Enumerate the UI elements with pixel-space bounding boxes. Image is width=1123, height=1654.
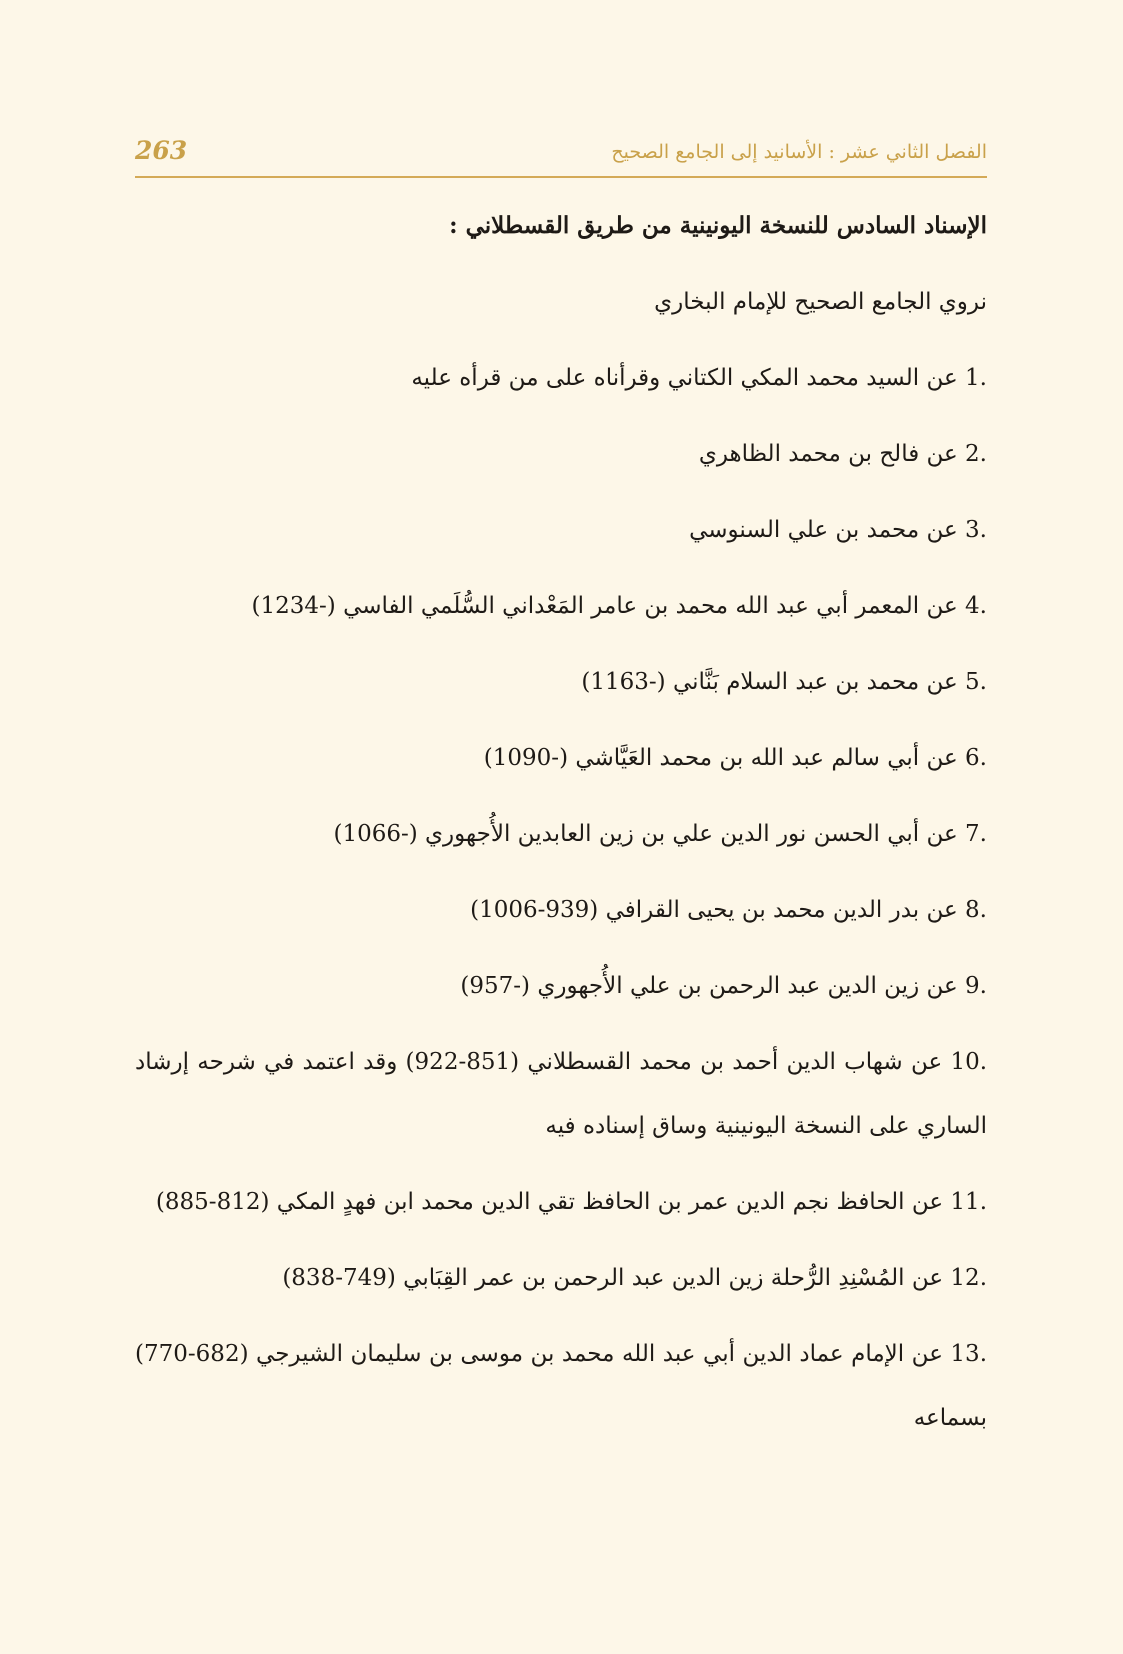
page-content — [135, 206, 987, 1474]
chain-item-text: عن بدر الدين محمد بن يحيى القرافي (939-1006) — [470, 897, 958, 923]
chain-item-number: 4. — [965, 593, 987, 619]
chain-item-number: 1. — [965, 365, 987, 391]
chain-item-number: 11. — [950, 1189, 987, 1215]
chapter-title: الفصل الثاني عشر : الأسانيد إلى الجامع الصحيح — [611, 141, 987, 163]
chain-item-number: 10. — [950, 1049, 988, 1075]
chain-item-number: 6. — [965, 745, 987, 771]
intro-line: نروي الجامع الصحيح للإمام البخاري — [654, 289, 987, 315]
chain-item-text: عن زين الدين عبد الرحمن بن علي الأُجهوري (-957) — [460, 973, 958, 999]
chain-item-text: عن السيد محمد المكي الكتاني وقرأناه على من قرأه عليه — [411, 365, 958, 391]
chain-item-text: عن فالح بن محمد الظاهري — [698, 441, 958, 467]
chain-item — [135, 954, 987, 1018]
chain-item — [135, 574, 987, 638]
chain-item-number: 8. — [965, 897, 987, 923]
chain-item — [135, 878, 987, 942]
chain-item-number: 13. — [950, 1341, 987, 1367]
chain-item-text: عن محمد بن عبد السلام بَنَّاني (-1163) — [581, 669, 958, 695]
chain-item-number: 9. — [965, 973, 987, 999]
chain-item — [135, 1030, 987, 1158]
chain-item-text: عن شهاب الدين أحمد بن محمد القسطلاني (851-922) وقد اعتمد في شرحه إرشاد الساري على النسخة اليونينية وساق إسناده فيه — [135, 1049, 987, 1139]
chain-item — [135, 1322, 987, 1450]
chain-item-number: 2. — [965, 441, 987, 467]
chain-item — [135, 346, 987, 410]
chain-item — [135, 726, 987, 790]
chain-item-text: عن الإمام عماد الدين أبي عبد الله محمد بن موسى بن سليمان الشيرجي (682-770) بسماعه — [135, 1341, 987, 1431]
chain-item-text: عن الحافظ نجم الدين عمر بن الحافظ تقي الدين محمد ابن فهدٍ المكي (812-885) — [155, 1189, 944, 1215]
chain-item-text: عن محمد بن علي السنوسي — [689, 517, 958, 543]
chain-item — [135, 1246, 987, 1310]
chain-item-text: عن المُسْنِدِ الرُّحلة زين الدين عبد الرحمن بن عمر القِبَابي (749-838) — [282, 1265, 944, 1291]
chain-item-number: 5. — [965, 669, 987, 695]
isnad-chain-list — [135, 346, 987, 1450]
chain-item-number: 7. — [965, 821, 987, 847]
chain-item-text: عن المعمر أبي عبد الله محمد بن عامر المَعْداني السُّلَمي الفاسي (-1234) — [251, 593, 958, 619]
chain-item — [135, 422, 987, 486]
section-heading: الإسناد السادس للنسخة اليونينية من طريق القسطلاني : — [449, 212, 987, 239]
page-number: 263 — [135, 136, 188, 165]
running-header — [135, 136, 987, 178]
chain-item-text: عن أبي الحسن نور الدين علي بن زين العابدين الأُجهوري (-1066) — [333, 821, 958, 847]
chain-item — [135, 1170, 987, 1234]
chain-item-number: 3. — [965, 517, 987, 543]
chain-item — [135, 650, 987, 714]
chain-item — [135, 498, 987, 562]
chain-item — [135, 802, 987, 866]
chain-item-text: عن أبي سالم عبد الله بن محمد العَيَّاشي (-1090) — [483, 745, 958, 771]
chain-item-number: 12. — [950, 1265, 987, 1291]
